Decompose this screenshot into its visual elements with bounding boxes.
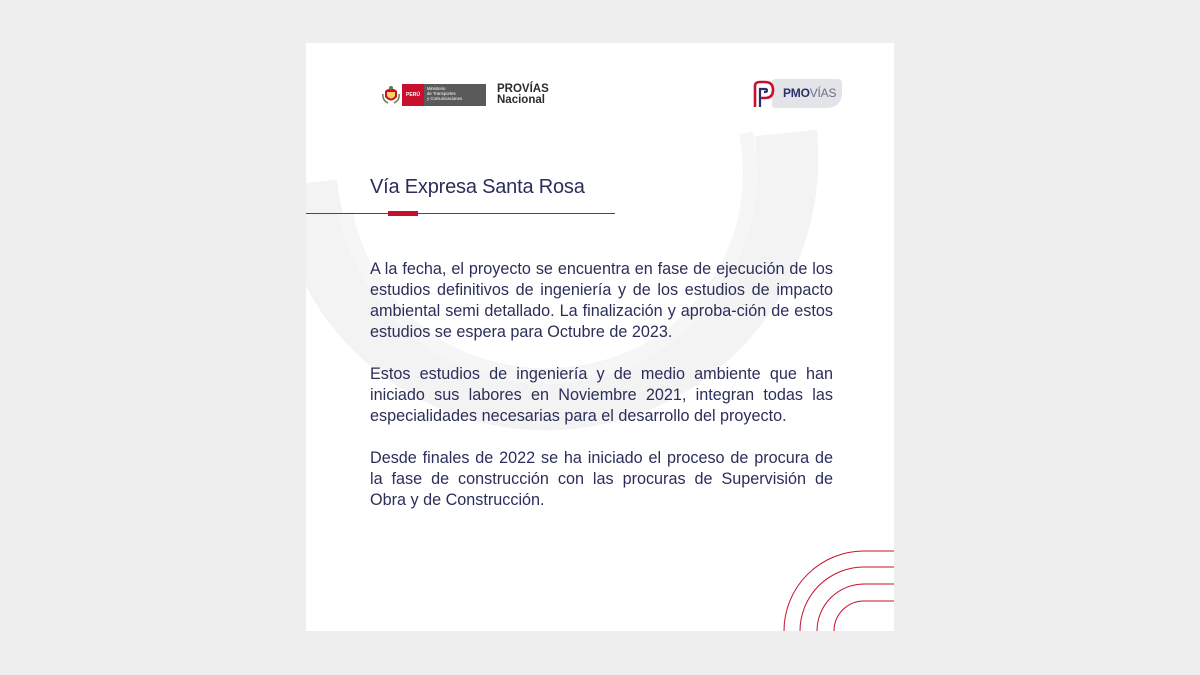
ministry-logo	[382, 82, 549, 108]
document-page	[306, 43, 894, 631]
title-divider	[306, 213, 615, 214]
pmovias-logo-icon	[752, 80, 778, 108]
pmovias-wordmark: PMOVÍAS	[783, 86, 837, 100]
document-body	[370, 259, 833, 532]
peru-label: PERÚ	[402, 84, 424, 106]
title-accent-bar	[388, 211, 418, 216]
pmovias-logo	[752, 79, 842, 108]
paragraph: Desde finales de 2022 se ha iniciado el proceso de procura de la fase de construcción con las procuras de Supervisión de Obra y de Construcción.	[370, 449, 833, 509]
ministry-name: Ministerio de Transportes y Comunicaciones	[424, 84, 486, 106]
page-title: Vía Expresa Santa Rosa	[370, 176, 585, 198]
provias-nacional-label: PROVÍAS Nacional	[497, 83, 549, 106]
paragraph: A la fecha, el proyecto se encuentra en fase de ejecución de los estudios definitivos de ingeniería y de los estudios de impacto ambiental semi detallado. La finalización y aproba-ción de estos estudios se espera para Octubre de 2023.	[370, 260, 833, 341]
paragraph: Estos estudios de ingeniería y de medio ambiente que han iniciado sus labores en Noviembre 2021, integran todas las especialidades necesarias para el desarrollo del proyecto.	[370, 365, 833, 425]
peru-coat-of-arms-icon	[382, 84, 400, 106]
corner-arcs-decoration	[782, 549, 894, 631]
